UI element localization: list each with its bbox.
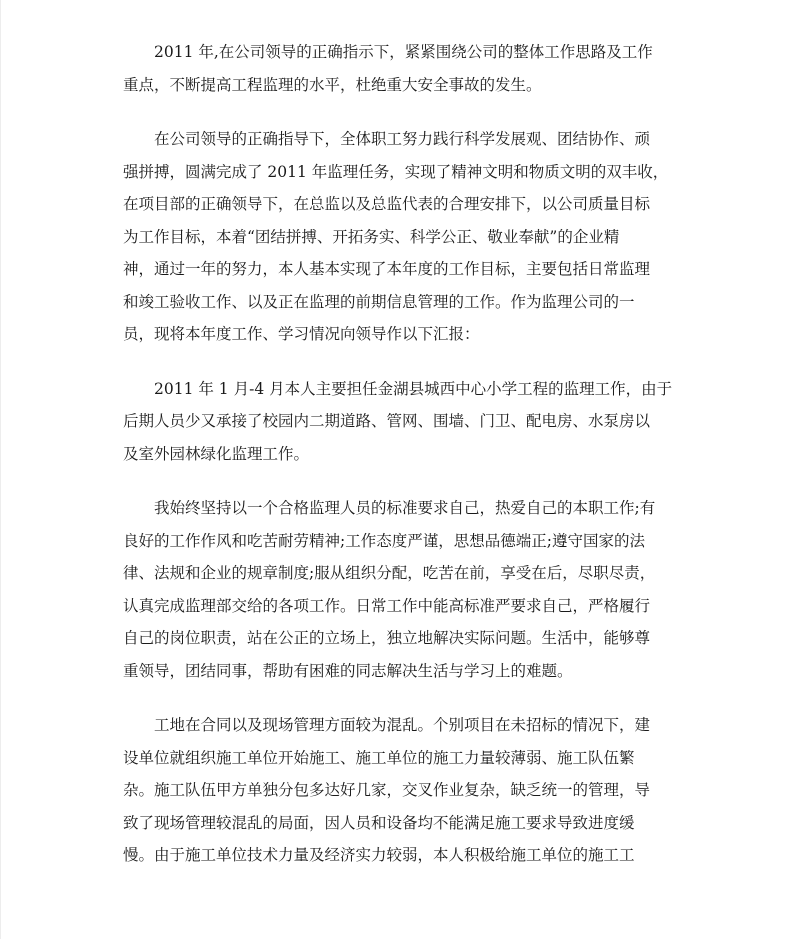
paragraph-5: 工地在合同以及现场管理方面较为混乱。个别项目在未招标的情况下，建 设单位就组织施工单位开始施工、施工单位的施工力量较薄弱、施工队伍繁 杂。施工队伍甲方单独分包多达好几家，交叉作业复杂，缺乏统一的管理，导 致了现场管理较混乱的局面，因人员和设备均不能满足施工要求导致进度缓 慢。由于施工单位技术力量及经济实力较弱，本人积极给施工单位的施工工 (123, 716, 651, 864)
paragraph-2: 在公司领导的正确指导下，全体职工努力践行科学发展观、团结协作、顽 强拼搏，圆满完成了 2011 年监理任务，实现了精神文明和物质文明的双丰收， 在项目部的正确领导下，在总监以及总监代表的合理安排下，以公司质量目标 为工作目标，本着“团结拼搏、开拓务实、科学公正、敬业奉献”的企业精 神，通过一年的努力，本人基本实现了本年度的工作目标，主要包括日常监理 和竣工验收工作、以及正在监理的前期信息管理的工作。作为监理公司的一 员，现将本年度工作、学习情况向领导作以下汇报： (123, 130, 669, 343)
paragraph-4: 我始终坚持以一个合格监理人员的标准要求自己，热爱自己的本职工作;有 良好的工作作风和吃苦耐劳精神;工作态度严谨，思想品德端正;遵守国家的法 律、法规和企业的规章制度;服从组织分配，吃苦在前，享受在后，尽职尽责， 认真完成监理部交给的各项工作。日常工作中能高标准严要求自己，严格履行 自己的岗位职责，站在公正的立场上，独立地解决实际问题。生活中，能够尊 重领导，团结同事，帮助有困难的同志解决生活与学习上的难题。 (123, 499, 656, 680)
document-body (123, 36, 679, 894)
paragraph-3: 2011 年 1 月-4 月本人主要担任金湖县城西中心小学工程的监理工作，由于 后期人员少又承接了校园内二期道路、管网、围墙、门卫、配电房、水泵房以 及室外园林绿化监理工作。 (123, 379, 673, 463)
paragraph-1: 2011 年,在公司领导的正确指示下，紧紧围绕公司的整体工作思路及工作 重点，不断提高工程监理的水平，杜绝重大安全事故的发生。 (123, 43, 653, 94)
